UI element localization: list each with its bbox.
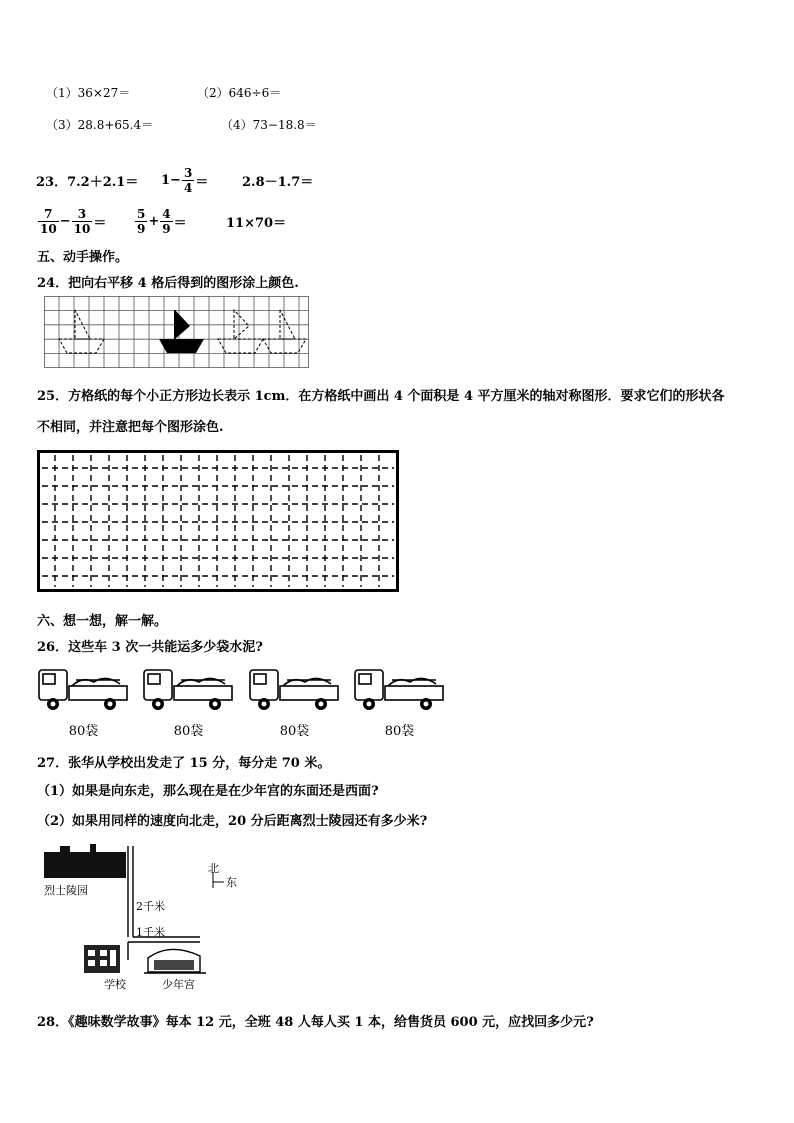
truck-label: 80袋 — [68, 724, 99, 739]
truck-4 — [352, 664, 447, 739]
label-youth-palace: 少年宫 — [162, 978, 195, 991]
truck-1 — [36, 664, 131, 739]
label-east: 东 — [226, 876, 237, 889]
q25-line2: 不相同，并注意把每个图形涂色. — [37, 420, 224, 435]
truck-label: 80袋 — [384, 724, 415, 739]
truck-icon — [247, 664, 342, 714]
label-north-distance: 2千米 — [136, 900, 165, 913]
q26-text: 26．这些车 3 次一共能运多少袋水泥? — [37, 640, 263, 655]
section-six-heading: 六、想一想，解一解。 — [37, 614, 168, 629]
truck-icon — [36, 664, 131, 714]
solid-boat — [159, 310, 204, 353]
translation-grid — [44, 296, 309, 368]
calc-item-2: （2）646÷6＝ — [197, 86, 282, 100]
label-martyrs-cemetery: 烈士陵园 — [44, 884, 88, 897]
truck-icon — [141, 664, 236, 714]
dashed-boat-2 — [218, 310, 263, 353]
q24-text: 24．把向右平移 4 格后得到的图形涂上颜色. — [37, 276, 299, 291]
fraction: $\frac{3}{10}$ — [73, 206, 91, 236]
q23-expr6: 11×70＝ — [226, 215, 287, 231]
school-icon — [84, 945, 120, 973]
q23-expr5: $\frac{5}{9}$ + $\frac{4}{9}$ ＝ — [137, 206, 187, 236]
fraction: $\frac{5}{9}$ — [137, 206, 146, 236]
map-drawing — [40, 842, 260, 992]
truck-label: 80袋 — [173, 724, 204, 739]
q23-expr1: 7.2＋2.1＝ — [67, 174, 139, 190]
dotted-grid-paper — [37, 450, 399, 592]
q27-part1: （1）如果是向东走，那么现在是在少年宫的东面还是西面? — [37, 784, 379, 799]
label-school: 学校 — [104, 978, 126, 991]
calc-item-1: （1）36×27＝ — [46, 86, 131, 100]
q28-text: 28．《趣味数学故事》每本 12 元，全班 48 人每人买 1 本，给售货员 600 元，应找回多少元? — [37, 1015, 594, 1030]
calc-item-3: （3）28.8+65.4＝ — [46, 118, 154, 132]
fraction: $\frac{4}{9}$ — [162, 206, 171, 236]
q27-text: 27．张华从学校出发走了 15 分，每分走 70 米。 — [37, 756, 331, 771]
martyrs-cemetery-icon — [44, 844, 126, 878]
dashed-boat-3 — [263, 310, 306, 353]
q25-line1: 25．方格纸的每个小正方形边长表示 1cm．在方格纸中画出 4 个面积是 4 平方厘米的轴对称图形．要求它们的形状各 — [37, 389, 725, 404]
youth-palace-icon — [144, 949, 206, 973]
fraction: $\frac{3}{4}$ — [183, 165, 193, 195]
route-map — [40, 842, 260, 992]
q23-expr4: $\frac{7}{10}$ − $\frac{3}{10}$ ＝ — [40, 206, 107, 236]
q23-expr3: 2.8－1.7＝ — [242, 174, 314, 190]
fraction: $\frac{7}{10}$ — [40, 206, 57, 236]
truck-3 — [247, 664, 342, 739]
section-five-heading: 五、动手操作。 — [37, 250, 129, 265]
truck-2 — [141, 664, 236, 739]
truck-icon — [352, 664, 447, 714]
q23-number: 23． — [36, 174, 68, 190]
label-north: 北 — [208, 862, 219, 875]
q27-part2: （2）如果用同样的速度向北走，20 分后距离烈士陵园还有多少米? — [37, 814, 428, 829]
truck-label: 80袋 — [279, 724, 310, 739]
label-east-distance: 1千米 — [136, 926, 165, 939]
dashed-boat-1 — [59, 310, 104, 353]
q23-row1 — [36, 163, 138, 197]
calc-item-4: （4）73−18.8＝ — [221, 118, 317, 132]
q23-expr2: 1− $\frac{3}{4}$ ＝ — [161, 165, 209, 195]
